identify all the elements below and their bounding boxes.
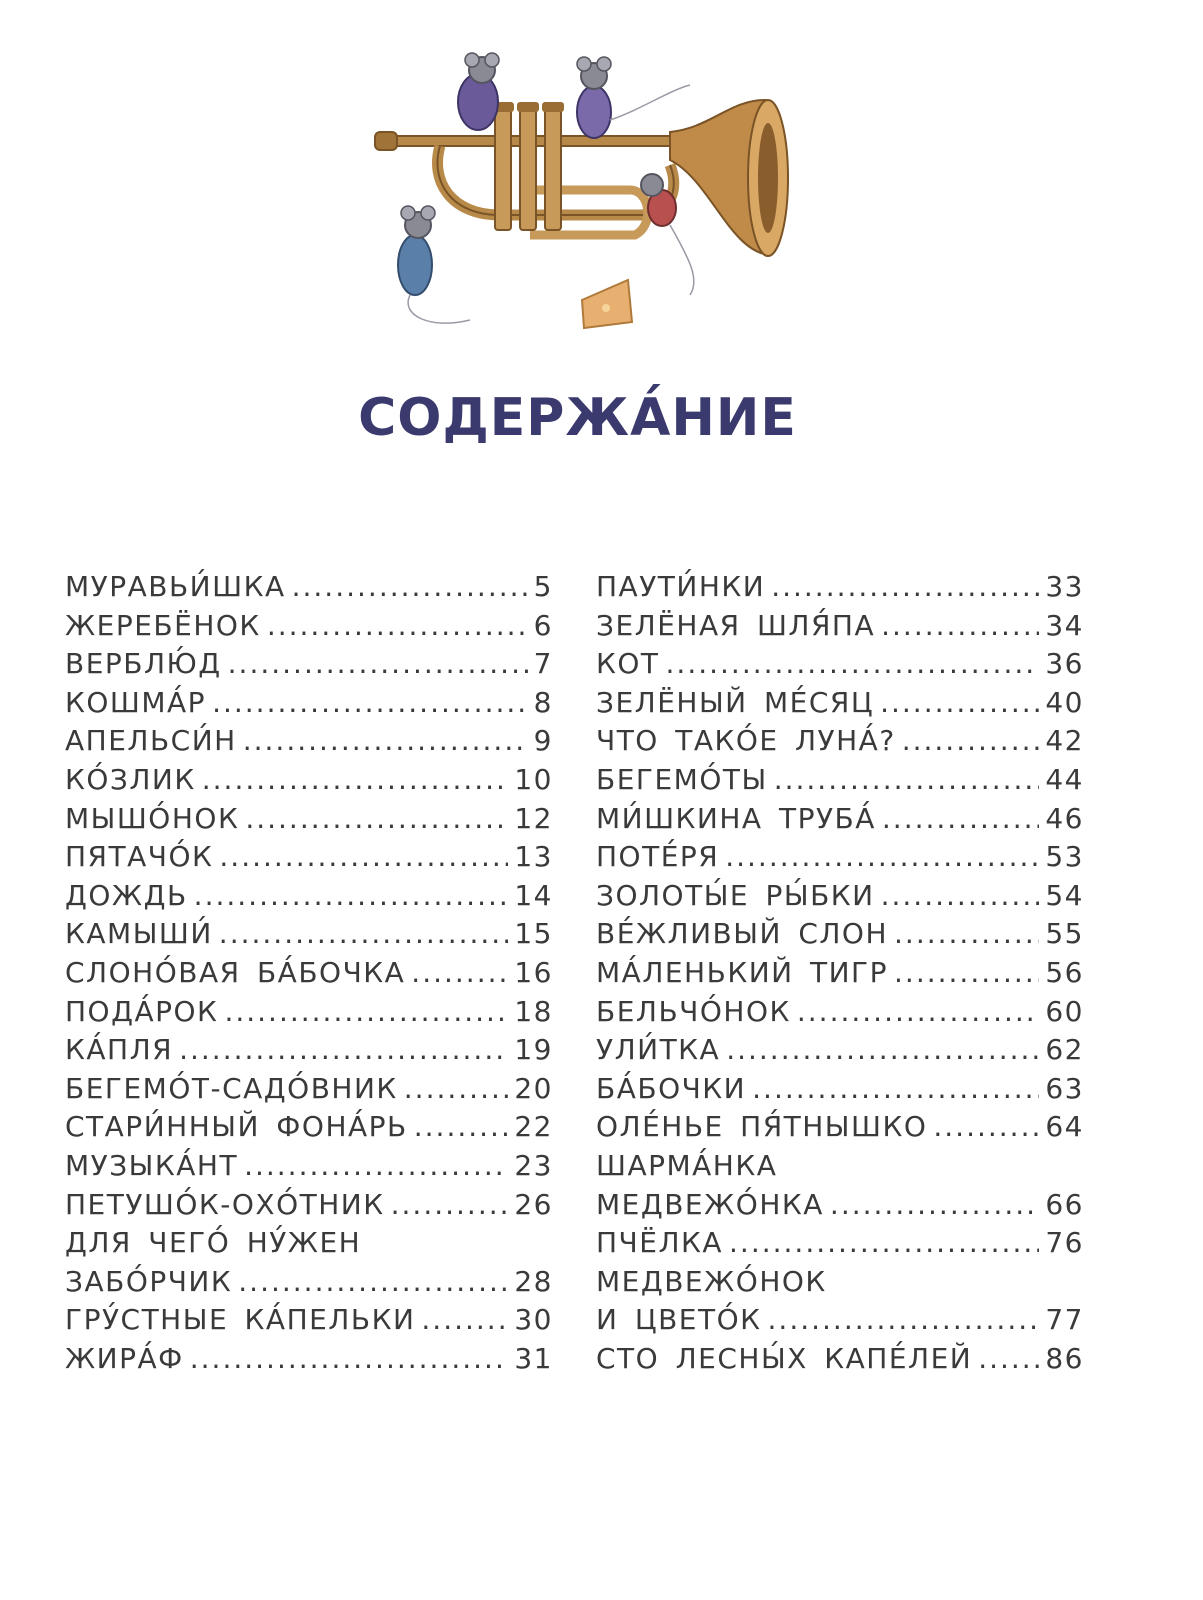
toc-entry	[596, 1301, 1084, 1340]
toc-entry	[65, 645, 553, 684]
toc-entry-title: УЛИ́ТКА	[596, 1033, 721, 1067]
page-title: СОДЕРЖА́НИЕ	[358, 388, 797, 448]
toc-entry-page: 77	[1045, 1303, 1084, 1337]
toc-entry	[596, 877, 1084, 916]
toc-entry	[596, 1186, 1084, 1225]
toc-dot-leader	[179, 1031, 508, 1070]
toc-entry-title: БЕГЕМО́ТЫ	[596, 762, 768, 796]
toc-entry-page: 42	[1045, 724, 1084, 758]
toc-dot-leader	[978, 1340, 1039, 1379]
toc-dot-leader	[752, 1070, 1039, 1109]
toc-entry-page: 10	[514, 762, 553, 796]
toc-entry	[65, 1108, 553, 1147]
toc-entry	[65, 1031, 553, 1070]
toc-dot-leader	[421, 1301, 508, 1340]
toc-entry-page: 20	[514, 1071, 553, 1105]
toc-entry	[596, 954, 1084, 993]
toc-entry-title: ВЕ́ЖЛИВЫЙ СЛОН	[596, 917, 889, 951]
toc-entry-title: И ЦВЕТО́К	[596, 1303, 762, 1337]
toc-entry	[65, 954, 553, 993]
toc-dot-leader	[666, 645, 1040, 684]
toc-entry-page: 40	[1045, 685, 1084, 719]
toc-entry	[596, 607, 1084, 646]
toc-entry-title: КА́ПЛЯ	[65, 1033, 174, 1067]
toc-entry-page: 5	[533, 570, 553, 603]
toc-entry	[65, 838, 553, 877]
toc-entry-page: 56	[1045, 955, 1084, 989]
toc-entry	[596, 684, 1084, 723]
toc-dot-leader	[880, 684, 1039, 723]
toc-entry-page: 28	[514, 1264, 553, 1298]
toc-entry-title: МИ́ШКИНА ТРУБА́	[596, 801, 876, 835]
toc-entry-title: КАМЫШИ́	[65, 917, 213, 951]
toc-entry-title: БЕЛЬЧО́НОК	[596, 994, 791, 1028]
toc-dot-leader	[245, 800, 508, 839]
toc-entry-page: 60	[1045, 994, 1084, 1028]
toc-entry-title: ОЛЕ́НЬЕ ПЯ́ТНЫШКО	[596, 1110, 928, 1144]
toc-entry-page: 86	[1045, 1341, 1084, 1375]
toc-entry-title: МУЗЫКА́НТ	[65, 1148, 239, 1182]
toc-entry-title: ПАУТИ́НКИ	[596, 570, 766, 603]
toc-dot-leader	[404, 1070, 509, 1109]
toc-entry	[596, 645, 1084, 684]
toc-entry-title: БЕГЕМО́Т-САДО́ВНИК	[65, 1071, 398, 1105]
toc-entry-page: 9	[533, 724, 553, 758]
toc-dot-leader	[797, 993, 1039, 1032]
toc-entry-title: ПЕТУШО́К-ОХО́ТНИК	[65, 1187, 385, 1221]
toc-entry	[65, 800, 553, 839]
toc-dot-leader	[194, 877, 509, 916]
toc-entry-title: СТАРИ́ННЫЙ ФОНА́РЬ	[65, 1110, 408, 1144]
toc-dot-leader	[881, 877, 1040, 916]
toc-entry	[65, 1147, 553, 1186]
toc-entry-title: ШАРМА́НКА	[596, 1148, 778, 1182]
toc-entry-page: 30	[514, 1303, 553, 1337]
toc-dot-leader	[768, 1301, 1040, 1340]
toc-entry-title: ВЕРБЛЮ́Д	[65, 647, 222, 681]
toc-dot-leader	[238, 1263, 508, 1302]
toc-entry-page: 66	[1045, 1187, 1084, 1221]
toc-entry	[65, 1263, 553, 1302]
toc-dot-leader	[725, 838, 1039, 877]
toc-entry-page: 54	[1045, 878, 1084, 912]
toc-entry	[596, 1070, 1084, 1109]
toc-entry	[65, 993, 553, 1032]
toc-entry	[596, 761, 1084, 800]
toc-entry-title: ЗЕЛЁНАЯ ШЛЯ́ПА	[596, 608, 876, 642]
toc-entry-page: 8	[533, 685, 553, 719]
toc-dot-leader	[894, 954, 1039, 993]
toc-entry	[65, 877, 553, 916]
toc-entry-page: 46	[1045, 801, 1084, 835]
toc-entry	[65, 1070, 553, 1109]
toc-dot-leader	[902, 722, 1040, 761]
toc-dot-leader	[933, 1108, 1039, 1147]
toc-dot-leader	[190, 1340, 509, 1379]
toc-entry-title: ЗАБО́РЧИК	[65, 1264, 233, 1298]
toc-entry-page: 13	[514, 840, 553, 874]
toc-entry-title: ПЧЁЛКА	[596, 1226, 724, 1260]
toc-entry-title: ДЛЯ ЧЕГО́ НУ́ЖЕН	[65, 1226, 362, 1260]
toc-entry-page: 44	[1045, 762, 1084, 796]
toc-entry-title: МА́ЛЕНЬКИЙ ТИГР	[596, 955, 889, 989]
toc-dot-leader	[411, 954, 508, 993]
toc-entry-page: 19	[514, 1033, 553, 1067]
toc-entry-title: ГРУ́СТНЫЕ КА́ПЕЛЬКИ	[65, 1303, 416, 1337]
toc-entry	[65, 1340, 553, 1379]
toc-entry-page: 34	[1045, 608, 1084, 642]
toc-entry-page: 63	[1045, 1071, 1084, 1105]
toc-dot-leader	[267, 607, 528, 646]
toc-entry	[65, 761, 553, 800]
toc-entry-title: СТО ЛЕСНЫ́Х КАПЕ́ЛЕЙ	[596, 1341, 973, 1375]
toc-entry-title: МУРАВЬИ́ШКА	[65, 570, 286, 603]
toc-entry-title: ДОЖДЬ	[65, 878, 188, 912]
toc-entry	[65, 568, 553, 607]
toc-entry	[596, 800, 1084, 839]
toc-entry-page: 22	[514, 1110, 553, 1144]
toc-entry-title: ПОТЕ́РЯ	[596, 840, 720, 874]
toc-entry-page: 64	[1045, 1110, 1084, 1144]
toc-entry	[596, 1108, 1084, 1147]
toc-entry-page: 7	[533, 647, 553, 681]
toc-dot-leader	[212, 684, 528, 723]
toc-dot-leader	[243, 722, 528, 761]
toc-entry-page: 26	[514, 1187, 553, 1221]
toc-entry	[596, 915, 1084, 954]
toc-dot-leader	[219, 838, 508, 877]
toc-entry	[596, 1147, 1084, 1186]
toc-entry-title: МЫШО́НОК	[65, 801, 240, 835]
toc-entry-page: 12	[514, 801, 553, 835]
toc-dot-leader	[881, 607, 1039, 646]
toc-dot-leader	[202, 761, 509, 800]
toc-entry-page: 15	[514, 917, 553, 951]
toc-entry-title: КОШМА́Р	[65, 685, 207, 719]
toc-entry	[65, 1224, 553, 1263]
toc-entry-page: 33	[1045, 570, 1084, 603]
toc-dot-leader	[882, 800, 1039, 839]
toc-entry	[596, 568, 1084, 607]
toc-entry	[596, 1340, 1084, 1379]
toc-entry	[65, 1301, 553, 1340]
toc-dot-leader	[219, 915, 509, 954]
toc-entry	[65, 915, 553, 954]
toc-entry-title: ЖИРА́Ф	[65, 1341, 184, 1375]
toc-entry-page: 31	[514, 1341, 553, 1375]
toc-dot-leader	[729, 1224, 1039, 1263]
toc-entry-title: ЧТО ТАКО́Е ЛУНА́?	[596, 724, 896, 758]
toc-entry-page: 36	[1045, 647, 1084, 681]
toc-entry-page: 23	[514, 1148, 553, 1182]
toc-entry-title: МЕДВЕЖО́НКА	[596, 1187, 824, 1221]
toc-entry-title: АПЕЛЬСИ́Н	[65, 724, 237, 758]
toc-entry-title: БА́БОЧКИ	[596, 1071, 747, 1105]
toc-entry-page: 53	[1045, 840, 1084, 874]
toc-dot-leader	[391, 1186, 509, 1225]
toc-entry-page: 14	[514, 878, 553, 912]
toc-entry	[65, 1186, 553, 1225]
toc-entry-page: 62	[1045, 1033, 1084, 1067]
toc-entry	[65, 684, 553, 723]
toc-entry-page: 18	[514, 994, 553, 1028]
toc-entry	[596, 993, 1084, 1032]
toc-entry-title: ЖЕРЕБЁНОК	[65, 608, 261, 642]
toc-entry	[596, 1031, 1084, 1070]
toc-dot-leader	[414, 1108, 509, 1147]
toc-entry-title: СЛОНО́ВАЯ БА́БОЧКА	[65, 955, 406, 989]
toc-entry-title: ПЯТАЧО́К	[65, 840, 214, 874]
toc-entry-page: 6	[533, 608, 553, 642]
toc-dot-leader	[224, 993, 508, 1032]
toc-entry-page: 55	[1045, 917, 1084, 951]
toc-dot-leader	[830, 1186, 1039, 1225]
toc-entry	[596, 838, 1084, 877]
toc-entry	[65, 607, 553, 646]
trumpet-with-mice-icon	[370, 40, 810, 340]
toc-entry	[65, 722, 553, 761]
toc-entry-title: ЗЕЛЁНЫЙ МЕ́СЯЦ	[596, 685, 875, 719]
toc-entry-page: 76	[1045, 1226, 1084, 1260]
toc-entry-title: КО́ЗЛИК	[65, 762, 196, 796]
toc-entry	[596, 1263, 1084, 1302]
toc-dot-leader	[292, 568, 528, 607]
toc-entry-title: КОТ	[596, 647, 660, 681]
toc-entry-title: МЕДВЕЖО́НОК	[596, 1264, 827, 1298]
toc-dot-leader	[228, 645, 528, 684]
toc-entry-title: ЗОЛОТЫ́Е РЫ́БКИ	[596, 878, 875, 912]
toc-entry	[596, 722, 1084, 761]
toc-column-left	[65, 568, 553, 1378]
toc-dot-leader	[894, 915, 1039, 954]
toc-column-right	[596, 568, 1084, 1378]
toc-dot-leader	[244, 1147, 508, 1186]
toc-dot-leader	[774, 761, 1040, 800]
toc-entry-title: ПОДА́РОК	[65, 994, 219, 1028]
toc-entry-page: 16	[514, 955, 553, 989]
toc-entry	[596, 1224, 1084, 1263]
toc-dot-leader	[726, 1031, 1039, 1070]
toc-dot-leader	[771, 568, 1039, 607]
